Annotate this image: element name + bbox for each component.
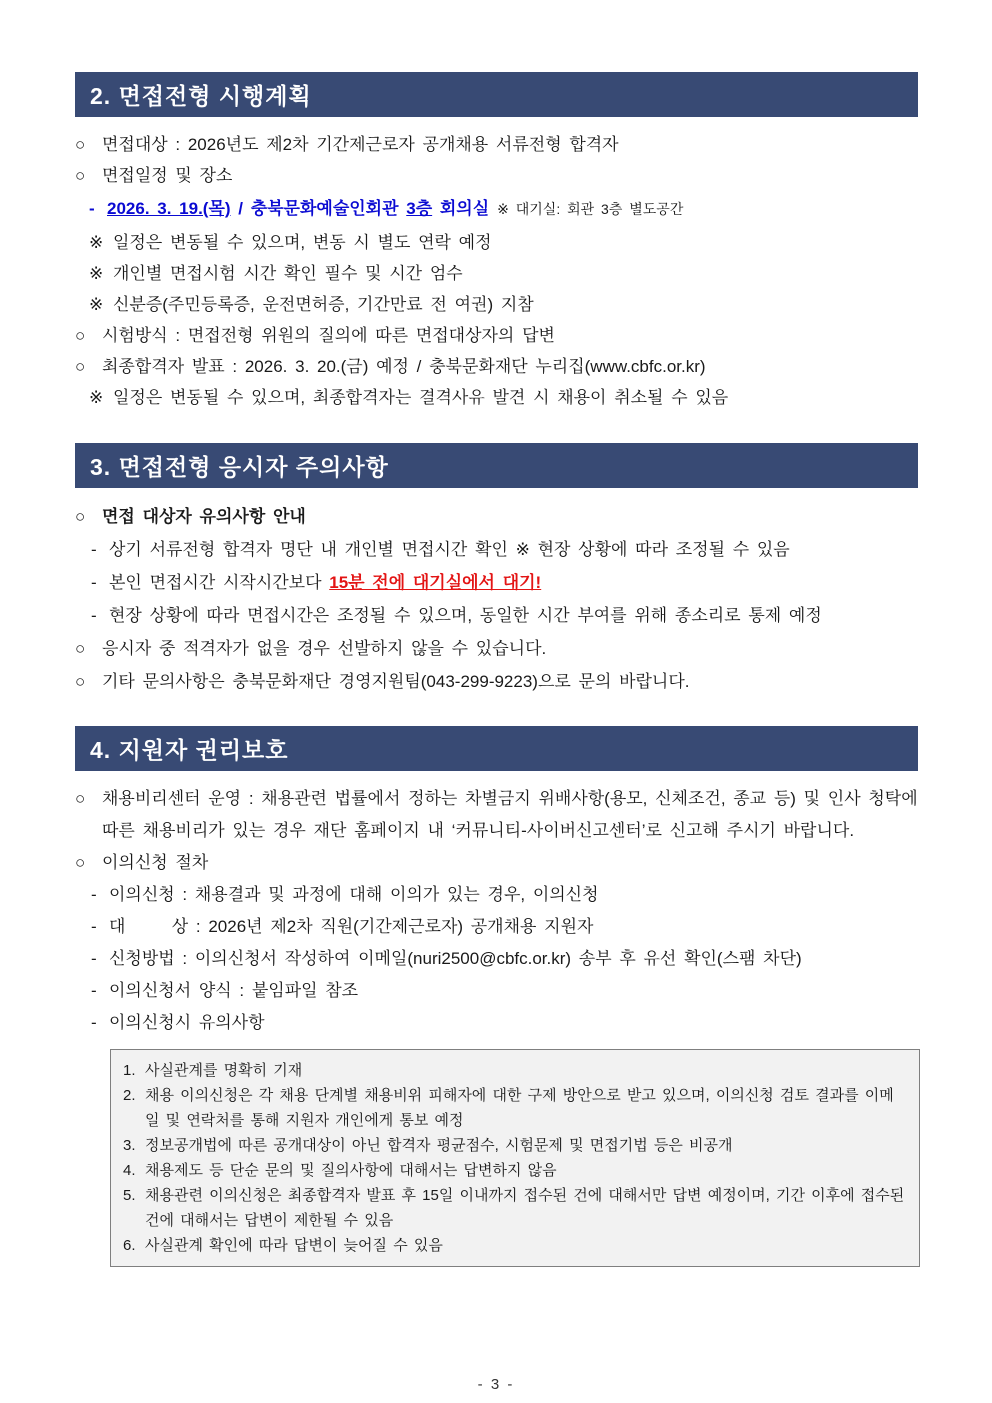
list-item-objection-form: - 이의신청서 양식 : 붙임파일 참조: [75, 975, 918, 1007]
list-item-note-final: ※ 일정은 변동될 수 있으며, 최종합격자는 결격사유 발견 시 채용이 취소될 수 있음: [75, 382, 918, 413]
list-item-contact: ○ 기타 문의사항은 충북문화재단 경영지원팀(043-299-9223)으로 문의 바랍니다.: [75, 665, 918, 698]
interview-date-line: 2026. 3. 19.(목) / 충북문화예술인회관 3층 회의실: [107, 199, 490, 218]
section2-title: 2. 면접전형 시행계획: [90, 83, 312, 109]
notice-item: 2. 채용 이의신청은 각 채용 단계별 채용비위 피해자에 대한 구제 방안으로 받고 있으며, 이의신청 검토 결과를 이메일 및 연락처를 통해 지원자 개인에게 통보 예정: [123, 1087, 894, 1129]
bullet-dash: -: [91, 540, 97, 559]
wait-line: 본인 면접시간 시작시간보다 15분 전에 대기실에서 대기!: [109, 573, 542, 592]
interview-floor: 3층: [406, 199, 433, 218]
notice-item: 3. 정보공개법에 따른 공개대상이 아닌 합격자 평균점수, 시험문제 및 면접기법 등은 비공개: [123, 1137, 733, 1154]
notice-item: 6. 사실관계 확인에 따라 답변이 늦어질 수 있음: [123, 1237, 443, 1254]
list-item-objection-method: - 신청방법 : 이의신청서 작성하여 이메일(nuri2500@cbfc.or.kr) 송부 후 유선 확인(스팸 차단): [75, 943, 918, 975]
document-content: [75, 72, 918, 1267]
list-item-objection-procedure: ○ 이의신청 절차: [75, 847, 918, 879]
bullet-dash: -: [91, 1013, 97, 1032]
list-item-interview-date: [75, 191, 918, 227]
bullet-dash: -: [91, 949, 97, 968]
bullet-circle: ○: [75, 639, 86, 658]
list-item-note-id: ※ 신분증(주민등록증, 운전면허증, 기간만료 전 여권) 지참: [75, 289, 918, 320]
bullet-reference: ※: [89, 233, 104, 252]
bullet-circle: ○: [75, 357, 86, 376]
bullet-dash: -: [91, 885, 97, 904]
list-item-objection-caution: - 이의신청시 유의사항: [75, 1007, 918, 1039]
bullet-circle: ○: [75, 166, 86, 185]
bullet-reference: ※: [89, 264, 104, 283]
section4-header: [75, 726, 918, 771]
list-item-objection: - 이의신청 : 채용결과 및 과정에 대해 이의가 있는 경우, 이의신청: [75, 879, 918, 911]
section2-list: [75, 129, 918, 413]
bullet-dash: -: [91, 981, 97, 1000]
section4-list: [75, 783, 918, 1039]
list-item-interview-schedule: ○ 면접일정 및 장소: [75, 160, 918, 191]
section3-list: [75, 500, 918, 698]
bullet-circle: ○: [75, 326, 86, 345]
list-item-adjust: - 현장 상황에 따라 면접시간은 조정될 수 있으며, 동일한 시간 부여를 위해 종소리로 통제 예정: [75, 599, 918, 632]
list-item-check-time: - 상기 서류전형 합격자 명단 내 개인별 면접시간 확인 ※ 현장 상황에 따라 조정될 수 있음: [75, 533, 918, 566]
bullet-circle: ○: [75, 853, 86, 872]
bullet-reference: ※: [89, 295, 104, 314]
section3-header: [75, 443, 918, 488]
bullet-dash: -: [91, 606, 97, 625]
list-item-note-change: ※ 일정은 변동될 수 있으며, 변동 시 별도 연락 예정: [75, 227, 918, 258]
section2-header: [75, 72, 918, 117]
bullet-circle: ○: [75, 507, 86, 526]
list-item-corruption-center: ○ 채용비리센터 운영 : 채용관련 법률에서 정하는 차별금지 위배사항(용모, 신체조건, 종교 등) 및 인사 청탁에 따른 채용비리가 있는 경우 재단 홈페이지 내 ‘커뮤니티-사이버신고센터’로 신고해 주시기 바랍니다.: [75, 783, 918, 847]
wait-highlight: 15분 전에 대기실에서 대기!: [329, 573, 542, 592]
list-item-interview-target: ○ 면접대상 : 2026년도 제2차 기간제근로자 공개채용 서류전형 합격자: [75, 129, 918, 160]
list-item-objection-target: - 대 상 : 2026년 제2차 직원(기간제근로자) 공개채용 지원자: [75, 911, 918, 943]
bullet-circle: ○: [75, 135, 86, 154]
notice-item: 4. 채용제도 등 단순 문의 및 질의사항에 대해서는 답변하지 않음: [123, 1162, 557, 1179]
list-item-guide: ○ 면접 대상자 유의사항 안내: [75, 500, 918, 533]
section3-title: 3. 면접전형 응시자 주의사항: [90, 454, 389, 480]
bullet-dash: -: [91, 573, 97, 592]
notice-item: 1. 사실관계를 명확히 기재: [123, 1062, 303, 1079]
bullet-circle: ○: [75, 672, 86, 691]
list-item-exam-method: ○ 시험방식 : 면접전형 위원의 질의에 따른 면접대상자의 답변: [75, 320, 918, 351]
objection-notice-box: [110, 1049, 920, 1267]
bullet-dash: -: [89, 199, 95, 218]
bullet-reference: ※: [89, 388, 104, 407]
list-item-wait: [75, 566, 918, 599]
bullet-circle: ○: [75, 789, 86, 808]
list-item-note-time: ※ 개인별 면접시험 시간 확인 필수 및 시간 엄수: [75, 258, 918, 289]
waiting-room-note: ※ 대기실: 회관 3층 별도공간: [497, 201, 684, 217]
section4-title: 4. 지원자 권리보호: [90, 737, 289, 763]
page-number: - 3 -: [477, 1376, 515, 1393]
list-item-final-announce: ○ 최종합격자 발표 : 2026. 3. 20.(금) 예정 / 충북문화재단 누리집(www.cbfc.or.kr): [75, 351, 918, 382]
list-item-no-select: ○ 응시자 중 적격자가 없을 경우 선발하지 않을 수 있습니다.: [75, 632, 918, 665]
interview-date: 2026. 3. 19.(목): [107, 199, 231, 218]
bullet-dash: -: [91, 917, 97, 936]
notice-item: 5. 채용관련 이의신청은 최종합격자 발표 후 15일 이내까지 접수된 건에 대해서만 답변 예정이며, 기간 이후에 접수된 건에 대해서는 답변이 제한될 수 있음: [123, 1187, 905, 1229]
